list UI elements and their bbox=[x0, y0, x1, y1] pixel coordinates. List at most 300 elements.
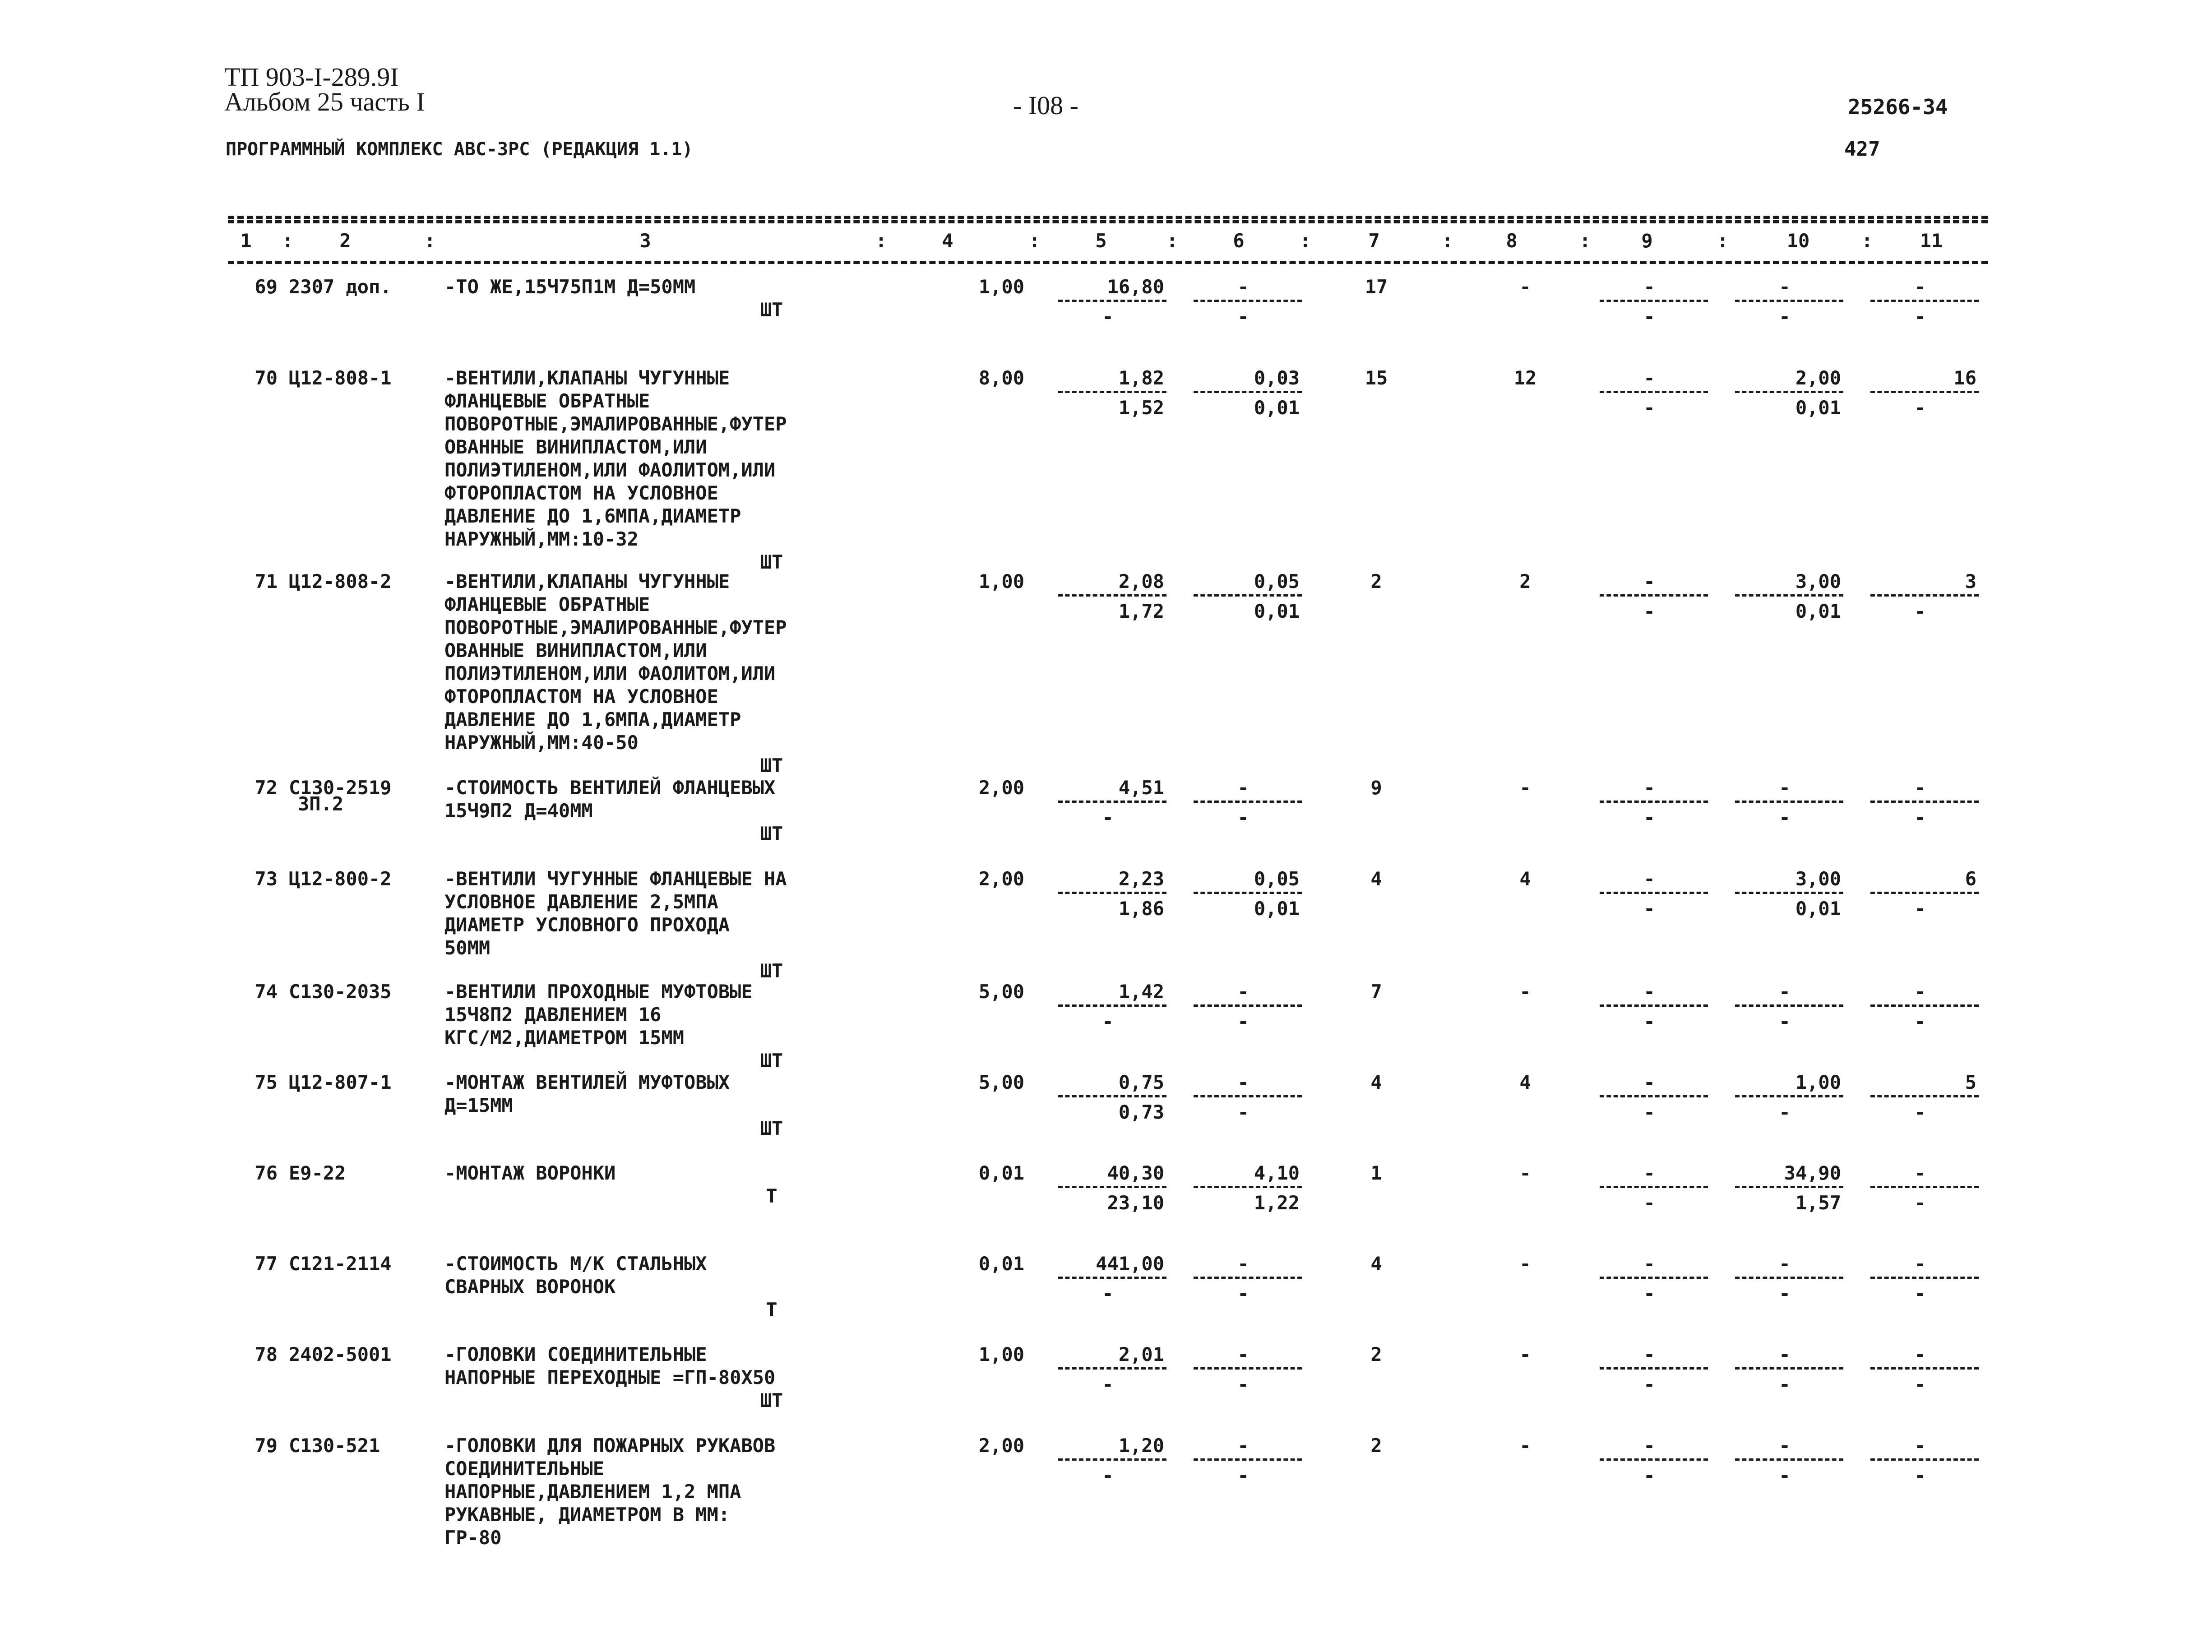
cost-col11-top: - bbox=[1914, 777, 1926, 799]
table-row bbox=[0, 366, 2212, 573]
labour-col7: 9 bbox=[1370, 777, 1382, 799]
cost-col9-divider bbox=[1600, 1186, 1708, 1188]
cost-col6-bottom: 0,01 bbox=[1254, 898, 1300, 920]
row-number: 70 bbox=[255, 367, 278, 389]
cost-col10-bottom: - bbox=[1779, 1464, 1791, 1487]
cost-col10-top: - bbox=[1779, 1343, 1791, 1365]
row-number: 69 bbox=[255, 276, 278, 298]
cost-col5-divider bbox=[1058, 594, 1166, 597]
cost-col9-divider bbox=[1600, 801, 1708, 803]
cost-col10-bottom: 1,57 bbox=[1795, 1192, 1841, 1214]
description-line: РУКАВНЫЕ, ДИАМЕТРОМ В ММ: bbox=[444, 1504, 730, 1526]
labour-col8: 2 bbox=[1519, 570, 1531, 592]
table-row bbox=[0, 980, 2212, 1072]
cost-col9-top: - bbox=[1643, 1071, 1655, 1093]
cost-col9-divider bbox=[1600, 300, 1708, 302]
cost-col10-bottom: 0,01 bbox=[1795, 898, 1841, 920]
cost-col11-divider bbox=[1870, 300, 1979, 302]
description-line: -ВЕНТИЛИ ПРОХОДНЫЕ МУФТОВЫЕ bbox=[444, 981, 753, 1003]
description-line: НАПОРНЫЕ,ДАВЛЕНИЕМ 1,2 МПА bbox=[444, 1481, 741, 1503]
cost-col11-divider bbox=[1870, 594, 1979, 597]
row-number: 74 bbox=[255, 981, 278, 1003]
cost-col5-top: 4,51 bbox=[1118, 777, 1164, 799]
cost-col5-bottom: - bbox=[1102, 1373, 1114, 1396]
cost-col11-bottom: - bbox=[1914, 1010, 1926, 1033]
cost-col10-divider bbox=[1735, 1367, 1843, 1370]
cost-col6-divider bbox=[1194, 801, 1302, 803]
row-number: 73 bbox=[255, 868, 278, 890]
cost-col11-divider bbox=[1870, 801, 1979, 803]
cost-col11-top: - bbox=[1914, 981, 1926, 1003]
column-header-9: 9 bbox=[1641, 230, 1653, 252]
cost-col6-bottom: - bbox=[1237, 806, 1249, 829]
column-header-7: 7 bbox=[1368, 230, 1380, 252]
description-line: ПОЛИЭТИЛЕНОМ,ИЛИ ФАОЛИТОМ,ИЛИ bbox=[444, 459, 776, 481]
cost-col6-bottom: - bbox=[1237, 305, 1249, 328]
rate-code: С130-521 bbox=[289, 1435, 380, 1457]
column-separator: : bbox=[1717, 230, 1729, 252]
cost-col9-bottom: - bbox=[1643, 397, 1655, 419]
cost-col5-top: 441,00 bbox=[1096, 1253, 1164, 1275]
cost-col6-top: - bbox=[1237, 981, 1249, 1003]
cost-col10-bottom: - bbox=[1779, 806, 1791, 829]
cost-col10-top: 1,00 bbox=[1795, 1071, 1841, 1093]
description-line: ОВАННЫЕ ВИНИПЛАСТОМ,ИЛИ bbox=[444, 639, 707, 662]
description-line: ПОЛИЭТИЛЕНОМ,ИЛИ ФАОЛИТОМ,ИЛИ bbox=[444, 662, 776, 685]
table-row bbox=[0, 1252, 2212, 1321]
cost-col9-divider bbox=[1600, 1277, 1708, 1279]
table-row bbox=[0, 1434, 2212, 1549]
cost-col11-top: 5 bbox=[1965, 1071, 1976, 1093]
labour-col7: 2 bbox=[1370, 1435, 1382, 1457]
description-line: Д=15ММ bbox=[444, 1094, 513, 1116]
cost-col9-divider bbox=[1600, 1004, 1708, 1007]
cost-col6-divider bbox=[1194, 1186, 1302, 1188]
cost-col5-bottom: 1,72 bbox=[1118, 600, 1164, 623]
cost-col9-bottom: - bbox=[1643, 600, 1655, 623]
row-number: 72 bbox=[255, 777, 278, 799]
cost-col9-top: - bbox=[1643, 1162, 1655, 1184]
description-line: ГР-80 bbox=[444, 1527, 502, 1549]
labour-col8: - bbox=[1519, 276, 1531, 298]
cost-col11-bottom: - bbox=[1914, 305, 1926, 328]
page-number: - I08 - bbox=[1013, 91, 1078, 120]
cost-col10-divider bbox=[1735, 594, 1843, 597]
unit-of-measure: ШТ bbox=[760, 754, 783, 777]
column-separator: : bbox=[1166, 230, 1178, 252]
cost-col11-divider bbox=[1870, 391, 1979, 393]
cost-col6-top: 0,03 bbox=[1254, 367, 1300, 389]
row-number: 77 bbox=[255, 1253, 278, 1275]
cost-col10-top: 3,00 bbox=[1795, 868, 1841, 890]
description-line: НАПОРНЫЕ ПЕРЕХОДНЫЕ =ГП-80Х50 bbox=[444, 1366, 776, 1388]
cost-col11-divider bbox=[1870, 1186, 1979, 1188]
cost-col11-divider bbox=[1870, 1095, 1979, 1097]
cost-col6-divider bbox=[1194, 1458, 1302, 1461]
rate-code: С130-2035 bbox=[289, 981, 392, 1003]
cost-col9-divider bbox=[1600, 1367, 1708, 1370]
description-line: СВАРНЫХ ВОРОНОК bbox=[444, 1276, 616, 1298]
album-label: Альбом 25 часть I bbox=[224, 87, 425, 116]
rate-code-extra: ЗП.2 bbox=[298, 792, 344, 815]
cost-col9-divider bbox=[1600, 1458, 1708, 1461]
cost-col10-bottom: - bbox=[1779, 305, 1791, 328]
cost-col5-top: 2,23 bbox=[1118, 868, 1164, 890]
rate-code: Е9-22 bbox=[289, 1162, 346, 1184]
cost-col10-top: - bbox=[1779, 981, 1791, 1003]
cost-col6-bottom: - bbox=[1237, 1464, 1249, 1487]
cost-col10-bottom: 0,01 bbox=[1795, 397, 1841, 419]
cost-col6-top: - bbox=[1237, 1435, 1249, 1457]
cost-col5-bottom: 23,10 bbox=[1107, 1192, 1164, 1214]
column-separator: : bbox=[1861, 230, 1873, 252]
unit-of-measure: ШТ bbox=[760, 960, 783, 982]
cost-col9-bottom: - bbox=[1643, 1010, 1655, 1033]
cost-col10-top: 2,00 bbox=[1795, 367, 1841, 389]
cost-col11-divider bbox=[1870, 1458, 1979, 1461]
cost-col9-divider bbox=[1600, 1095, 1708, 1097]
description-line: 15Ч9П2 Д=40ММ bbox=[444, 800, 593, 822]
column-header-6: 6 bbox=[1233, 230, 1245, 252]
table-row bbox=[0, 1161, 2212, 1214]
table-row bbox=[0, 275, 2212, 328]
labour-col7: 4 bbox=[1370, 1253, 1382, 1275]
cost-col9-top: - bbox=[1643, 777, 1655, 799]
labour-col7: 4 bbox=[1370, 868, 1382, 890]
cost-col11-bottom: - bbox=[1914, 1192, 1926, 1214]
description-line: ДАВЛЕНИЕ ДО 1,6МПА,ДИАМЕТР bbox=[444, 708, 741, 731]
cost-col9-top: - bbox=[1643, 868, 1655, 890]
description-line: -СТОИМОСТЬ ВЕНТИЛЕЙ ФЛАНЦЕВЫХ bbox=[444, 777, 776, 799]
description-line: КГС/М2,ДИАМЕТРОМ 15ММ bbox=[444, 1027, 685, 1049]
cost-col10-top: 3,00 bbox=[1795, 570, 1841, 592]
cost-col9-bottom: - bbox=[1643, 898, 1655, 920]
column-separator: : bbox=[875, 230, 887, 252]
row-number: 76 bbox=[255, 1162, 278, 1184]
cost-col9-bottom: - bbox=[1643, 1101, 1655, 1124]
quantity: 5,00 bbox=[978, 981, 1024, 1003]
cost-col10-divider bbox=[1735, 1095, 1843, 1097]
program-title: ПРОГРАММНЫЙ КОМПЛЕКС АВС-ЗРС (РЕДАКЦИЯ 1.1) bbox=[226, 139, 693, 160]
description-line: -ГОЛОВКИ ДЛЯ ПОЖАРНЫХ РУКАВОВ bbox=[444, 1435, 776, 1457]
cost-col5-top: 40,30 bbox=[1107, 1162, 1164, 1184]
cost-col9-top: - bbox=[1643, 1253, 1655, 1275]
cost-col11-bottom: - bbox=[1914, 1373, 1926, 1396]
cost-col9-bottom: - bbox=[1643, 1464, 1655, 1487]
cost-col11-divider bbox=[1870, 1004, 1979, 1007]
column-header-2: 2 bbox=[339, 230, 351, 252]
description-line: 15Ч8П2 ДАВЛЕНИЕМ 16 bbox=[444, 1004, 662, 1026]
column-separator: : bbox=[1442, 230, 1453, 252]
column-header-4: 4 bbox=[942, 230, 953, 252]
cost-col6-divider bbox=[1194, 1004, 1302, 1007]
labour-col8: - bbox=[1519, 981, 1531, 1003]
cost-col5-divider bbox=[1058, 892, 1166, 894]
cost-col5-top: 1,20 bbox=[1118, 1435, 1164, 1457]
table-header-rule bbox=[228, 261, 1988, 264]
cost-col6-divider bbox=[1194, 300, 1302, 302]
description-line: СОЕДИНИТЕЛЬНЫЕ bbox=[444, 1458, 605, 1480]
cost-col11-bottom: - bbox=[1914, 1282, 1926, 1305]
labour-col8: - bbox=[1519, 1162, 1531, 1184]
unit-of-measure: Т bbox=[766, 1185, 777, 1207]
labour-col7: 2 bbox=[1370, 570, 1382, 592]
cost-col5-divider bbox=[1058, 391, 1166, 393]
cost-col9-top: - bbox=[1643, 276, 1655, 298]
cost-col9-top: - bbox=[1643, 570, 1655, 592]
labour-col8: - bbox=[1519, 1343, 1531, 1365]
cost-col6-top: - bbox=[1237, 276, 1249, 298]
quantity: 1,00 bbox=[978, 570, 1024, 592]
rate-code: 2307 доп. bbox=[289, 276, 392, 298]
quantity: 2,00 bbox=[978, 1435, 1024, 1457]
description-line: ФТОРОПЛАСТОМ НА УСЛОВНОЕ bbox=[444, 685, 718, 708]
description-line: -ГОЛОВКИ СОЕДИНИТЕЛЬНЫЕ bbox=[444, 1343, 707, 1365]
cost-col9-divider bbox=[1600, 391, 1708, 393]
quantity: 2,00 bbox=[978, 868, 1024, 890]
cost-col9-bottom: - bbox=[1643, 1282, 1655, 1305]
cost-col5-bottom: - bbox=[1102, 1282, 1114, 1305]
cost-col10-bottom: - bbox=[1779, 1101, 1791, 1124]
description-line: ДИАМЕТР УСЛОВНОГО ПРОХОДА bbox=[444, 914, 730, 936]
cost-col10-divider bbox=[1735, 801, 1843, 803]
quantity: 2,00 bbox=[978, 777, 1024, 799]
cost-col10-divider bbox=[1735, 300, 1843, 302]
cost-col6-top: - bbox=[1237, 1253, 1249, 1275]
row-number: 75 bbox=[255, 1071, 278, 1093]
unit-of-measure: ШТ bbox=[760, 1389, 783, 1411]
labour-col7: 4 bbox=[1370, 1071, 1382, 1093]
cost-col10-divider bbox=[1735, 1277, 1843, 1279]
cost-col10-divider bbox=[1735, 391, 1843, 393]
table-top-rule bbox=[228, 216, 1988, 219]
cost-col9-bottom: - bbox=[1643, 806, 1655, 829]
cost-col6-bottom: - bbox=[1237, 1010, 1249, 1033]
unit-of-measure: ШТ bbox=[760, 551, 783, 573]
row-number: 71 bbox=[255, 570, 278, 592]
row-number: 78 bbox=[255, 1343, 278, 1365]
column-separator: : bbox=[282, 230, 294, 252]
description-line: НАРУЖНЫЙ,ММ:40-50 bbox=[444, 731, 639, 754]
cost-col10-divider bbox=[1735, 1004, 1843, 1007]
cost-col5-divider bbox=[1058, 1095, 1166, 1097]
labour-col8: - bbox=[1519, 1435, 1531, 1457]
unit-of-measure: ШТ bbox=[760, 1050, 783, 1072]
cost-col11-top: - bbox=[1914, 1253, 1926, 1275]
description-line: 50ММ bbox=[444, 937, 491, 959]
cost-col5-top: 16,80 bbox=[1107, 276, 1164, 298]
cost-col5-divider bbox=[1058, 1004, 1166, 1007]
quantity: 5,00 bbox=[978, 1071, 1024, 1093]
cost-col6-divider bbox=[1194, 1095, 1302, 1097]
cost-col11-divider bbox=[1870, 892, 1979, 894]
rate-code: Ц12-808-2 bbox=[289, 570, 392, 592]
cost-col11-top: - bbox=[1914, 1162, 1926, 1184]
cost-col5-divider bbox=[1058, 1186, 1166, 1188]
cost-col10-bottom: - bbox=[1779, 1282, 1791, 1305]
cost-col11-bottom: - bbox=[1914, 806, 1926, 829]
cost-col9-top: - bbox=[1643, 1343, 1655, 1365]
cost-col6-top: 4,10 bbox=[1254, 1162, 1300, 1184]
column-header-1: 1 bbox=[240, 230, 252, 252]
cost-col11-top: 6 bbox=[1965, 868, 1976, 890]
rate-code: Ц12-808-1 bbox=[289, 367, 392, 389]
cost-col10-bottom: - bbox=[1779, 1373, 1791, 1396]
description-line: -ВЕНТИЛИ,КЛАПАНЫ ЧУГУННЫЕ bbox=[444, 570, 730, 592]
description-line: НАРУЖНЫЙ,ММ:10-32 bbox=[444, 528, 639, 550]
cost-col9-top: - bbox=[1643, 1435, 1655, 1457]
labour-col8: - bbox=[1519, 1253, 1531, 1275]
cost-col6-divider bbox=[1194, 391, 1302, 393]
cost-col10-bottom: - bbox=[1779, 1010, 1791, 1033]
cost-col9-bottom: - bbox=[1643, 1192, 1655, 1214]
description-line: -ВЕНТИЛИ ЧУГУННЫЕ ФЛАНЦЕВЫЕ НА bbox=[444, 868, 787, 890]
cost-col5-bottom: - bbox=[1102, 806, 1114, 829]
cost-col9-divider bbox=[1600, 892, 1708, 894]
cost-col11-top: 16 bbox=[1953, 367, 1976, 389]
labour-col7: 7 bbox=[1370, 981, 1382, 1003]
cost-col6-top: 0,05 bbox=[1254, 868, 1300, 890]
column-separator: : bbox=[424, 230, 436, 252]
cost-col10-divider bbox=[1735, 1458, 1843, 1461]
labour-col8: 4 bbox=[1519, 868, 1531, 890]
doc-code: ТП 903-I-289.9I bbox=[224, 62, 399, 92]
cost-col5-divider bbox=[1058, 801, 1166, 803]
description-line: -ВЕНТИЛИ,КЛАПАНЫ ЧУГУННЫЕ bbox=[444, 367, 730, 389]
labour-col7: 17 bbox=[1365, 276, 1388, 298]
column-header-5: 5 bbox=[1095, 230, 1107, 252]
quantity: 1,00 bbox=[978, 276, 1024, 298]
cost-col11-bottom: - bbox=[1914, 1464, 1926, 1487]
quantity: 0,01 bbox=[978, 1253, 1024, 1275]
labour-col8: 4 bbox=[1519, 1071, 1531, 1093]
cost-col6-top: - bbox=[1237, 1343, 1249, 1365]
cost-col11-top: - bbox=[1914, 1343, 1926, 1365]
cost-col5-bottom: 1,52 bbox=[1118, 397, 1164, 419]
column-header-3: 3 bbox=[639, 230, 651, 252]
rate-code: 2402-5001 bbox=[289, 1343, 392, 1365]
column-separator: : bbox=[1579, 230, 1591, 252]
cost-col11-top: - bbox=[1914, 1435, 1926, 1457]
rate-code: Ц12-807-1 bbox=[289, 1071, 392, 1093]
unit-of-measure: Т bbox=[766, 1299, 777, 1321]
cost-col10-divider bbox=[1735, 892, 1843, 894]
cost-col9-divider bbox=[1600, 594, 1708, 597]
rate-code: С121-2114 bbox=[289, 1253, 392, 1275]
column-header-10: 10 bbox=[1786, 230, 1810, 252]
rate-code: Ц12-800-2 bbox=[289, 868, 392, 890]
column-separator: : bbox=[1300, 230, 1311, 252]
cost-col11-top: 3 bbox=[1965, 570, 1976, 592]
description-line: ПОВОРОТНЫЕ,ЭМАЛИРОВАННЫЕ,ФУТЕР bbox=[444, 413, 787, 435]
description-line: ФЛАНЦЕВЫЕ ОБРАТНЫЕ bbox=[444, 390, 650, 412]
labour-col7: 15 bbox=[1365, 367, 1388, 389]
cost-col6-bottom: - bbox=[1237, 1101, 1249, 1124]
column-separator: : bbox=[1029, 230, 1041, 252]
cost-col10-top: - bbox=[1779, 777, 1791, 799]
cost-col5-divider bbox=[1058, 1367, 1166, 1370]
unit-of-measure: ШТ bbox=[760, 1117, 783, 1139]
description-line: ОВАННЫЕ ВИНИПЛАСТОМ,ИЛИ bbox=[444, 436, 707, 458]
cost-col9-top: - bbox=[1643, 981, 1655, 1003]
cost-col5-top: 2,08 bbox=[1118, 570, 1164, 592]
description-line: -СТОИМОСТЬ М/К СТАЛЬНЫХ bbox=[444, 1253, 707, 1275]
cost-col6-top: 0,05 bbox=[1254, 570, 1300, 592]
description-line: -ТО ЖЕ,15Ч75П1М Д=50ММ bbox=[444, 276, 696, 298]
cost-col9-bottom: - bbox=[1643, 1373, 1655, 1396]
description-line: УСЛОВНОЕ ДАВЛЕНИЕ 2,5МПА bbox=[444, 891, 718, 913]
cost-col6-divider bbox=[1194, 892, 1302, 894]
cost-col11-bottom: - bbox=[1914, 898, 1926, 920]
cost-col11-divider bbox=[1870, 1277, 1979, 1279]
description-line: -МОНТАЖ ВОРОНКИ bbox=[444, 1162, 616, 1184]
labour-col7: 1 bbox=[1370, 1162, 1382, 1184]
doc-ref: 25266-34 bbox=[1848, 95, 1948, 119]
cost-col6-top: - bbox=[1237, 1071, 1249, 1093]
labour-col7: 2 bbox=[1370, 1343, 1382, 1365]
unit-of-measure: ШТ bbox=[760, 823, 783, 845]
cost-col6-bottom: 1,22 bbox=[1254, 1192, 1300, 1214]
cost-col5-top: 0,75 bbox=[1118, 1071, 1164, 1093]
cost-col9-bottom: - bbox=[1643, 305, 1655, 328]
labour-col8: 12 bbox=[1513, 367, 1537, 389]
quantity: 0,01 bbox=[978, 1162, 1024, 1184]
cost-col11-bottom: - bbox=[1914, 600, 1926, 623]
row-number: 79 bbox=[255, 1435, 278, 1457]
cost-col11-bottom: - bbox=[1914, 397, 1926, 419]
cost-col10-bottom: 0,01 bbox=[1795, 600, 1841, 623]
cost-col5-top: 2,01 bbox=[1118, 1343, 1164, 1365]
cost-col5-bottom: - bbox=[1102, 1464, 1114, 1487]
cost-col5-bottom: - bbox=[1102, 305, 1114, 328]
quantity: 8,00 bbox=[978, 367, 1024, 389]
cost-col6-divider bbox=[1194, 594, 1302, 597]
cost-col6-top: - bbox=[1237, 777, 1249, 799]
description-line: ПОВОРОТНЫЕ,ЭМАЛИРОВАННЫЕ,ФУТЕР bbox=[444, 616, 787, 639]
cost-col5-divider bbox=[1058, 1277, 1166, 1279]
cost-col10-top: - bbox=[1779, 1435, 1791, 1457]
description-line: ДАВЛЕНИЕ ДО 1,6МПА,ДИАМЕТР bbox=[444, 505, 741, 527]
table-row bbox=[0, 776, 2212, 845]
cost-col11-bottom: - bbox=[1914, 1101, 1926, 1124]
description-line: -МОНТАЖ ВЕНТИЛЕЙ МУФТОВЫХ bbox=[444, 1071, 730, 1093]
cost-col5-bottom: - bbox=[1102, 1010, 1114, 1033]
cost-col5-divider bbox=[1058, 1458, 1166, 1461]
cost-col6-bottom: - bbox=[1237, 1373, 1249, 1396]
cost-col6-bottom: 0,01 bbox=[1254, 397, 1300, 419]
unit-of-measure: ШТ bbox=[760, 299, 783, 321]
table-top-rule-2 bbox=[228, 220, 1988, 223]
cost-col5-top: 1,42 bbox=[1118, 981, 1164, 1003]
description-line: ФТОРОПЛАСТОМ НА УСЛОВНОЕ bbox=[444, 482, 718, 504]
cost-col10-divider bbox=[1735, 1186, 1843, 1188]
description-line: ФЛАНЦЕВЫЕ ОБРАТНЫЕ bbox=[444, 593, 650, 615]
sheet-number: 427 bbox=[1844, 138, 1880, 161]
labour-col8: - bbox=[1519, 777, 1531, 799]
cost-col5-top: 1,82 bbox=[1118, 367, 1164, 389]
cost-col6-bottom: - bbox=[1237, 1282, 1249, 1305]
cost-col11-divider bbox=[1870, 1367, 1979, 1370]
column-header-11: 11 bbox=[1920, 230, 1943, 252]
cost-col5-bottom: 1,86 bbox=[1118, 898, 1164, 920]
cost-col5-divider bbox=[1058, 300, 1166, 302]
cost-col11-top: - bbox=[1914, 276, 1926, 298]
table-row bbox=[0, 867, 2212, 982]
cost-col6-divider bbox=[1194, 1367, 1302, 1370]
cost-col5-bottom: 0,73 bbox=[1118, 1101, 1164, 1124]
column-header-8: 8 bbox=[1506, 230, 1518, 252]
rate-code: С130-2519 bbox=[289, 777, 392, 799]
